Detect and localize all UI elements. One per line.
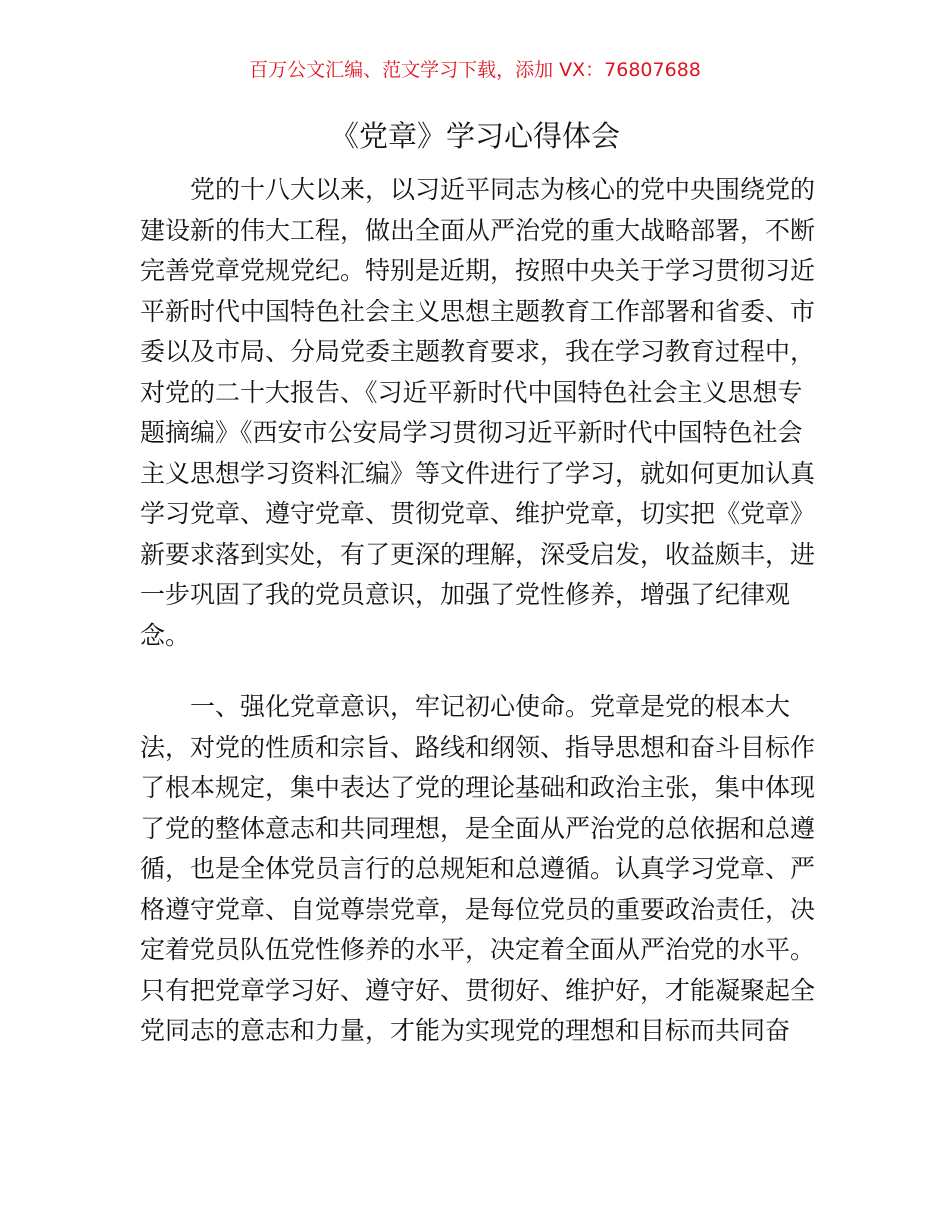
text-line: 建设新的伟大工程，做出全面从严治党的重大战略部署，不断 — [140, 215, 816, 245]
text-line: 学习党章、遵守党章、贯彻党章、维护党章，切实把《党章》 — [140, 499, 816, 528]
text-line: 只有把党章学习好、遵守好、贯彻好、维护好，才能凝聚起全 — [140, 975, 816, 1005]
text-line: 定着党员队伍党性修养的水平，决定着全面从严治党的水平。 — [140, 935, 816, 964]
text-line: 对党的二十大报告、《习近平新时代中国特色社会主义思想专 — [140, 377, 803, 407]
paragraph-section-one — [140, 687, 820, 1052]
text-line: 主义思想学习资料汇编》等文件进行了学习，就如何更加认真 — [140, 458, 816, 488]
text-line: 党的十八大以来，以习近平同志为核心的党中央围绕党的 — [190, 175, 816, 204]
text-line: 念。 — [140, 620, 191, 650]
text-line: 新要求落到实处，有了更深的理解，深受启发，收益颇丰，进 — [140, 539, 816, 569]
text-line: 格遵守党章、自觉尊崇党章，是每位党员的重要政治责任，决 — [140, 894, 816, 924]
document-title: 《党章》学习心得体会 — [329, 119, 620, 153]
text-line: 完善党章党规党纪。特别是近期，按照中央关于学习贯彻习近 — [140, 256, 816, 285]
download-banner: 百万公文汇编、范文学习下载，添加 VX：76807688 — [249, 59, 701, 81]
text-line: 了党的整体意志和共同理想，是全面从严治党的总依据和总遵 — [140, 813, 816, 843]
text-line: 一步巩固了我的党员意识，加强了党性修养，增强了纪律观 — [140, 580, 791, 609]
text-line: 循，也是全体党员言行的总规矩和总遵循。认真学习党章、严 — [140, 854, 816, 883]
text-line: 法，对党的性质和宗旨、路线和纲领、指导思想和奋斗目标作 — [140, 732, 816, 762]
text-line: 题摘编》《西安市公安局学习贯彻习近平新时代中国特色社会 — [140, 418, 803, 447]
paragraph-introduction — [140, 170, 820, 656]
text-line: 党同志的意志和力量，才能为实现党的理想和目标而共同奋 — [140, 1016, 791, 1045]
text-line: 一、强化党章意识，牢记初心使命。党章是党的根本大 — [190, 692, 791, 721]
text-line: 了根本规定，集中表达了党的理论基础和政治主张，集中体现 — [140, 773, 816, 802]
text-line: 委以及市局、分局党委主题教育要求，我在学习教育过程中， — [140, 337, 816, 366]
text-line: 平新时代中国特色社会主义思想主题教育工作部署和省委、市 — [140, 296, 816, 326]
